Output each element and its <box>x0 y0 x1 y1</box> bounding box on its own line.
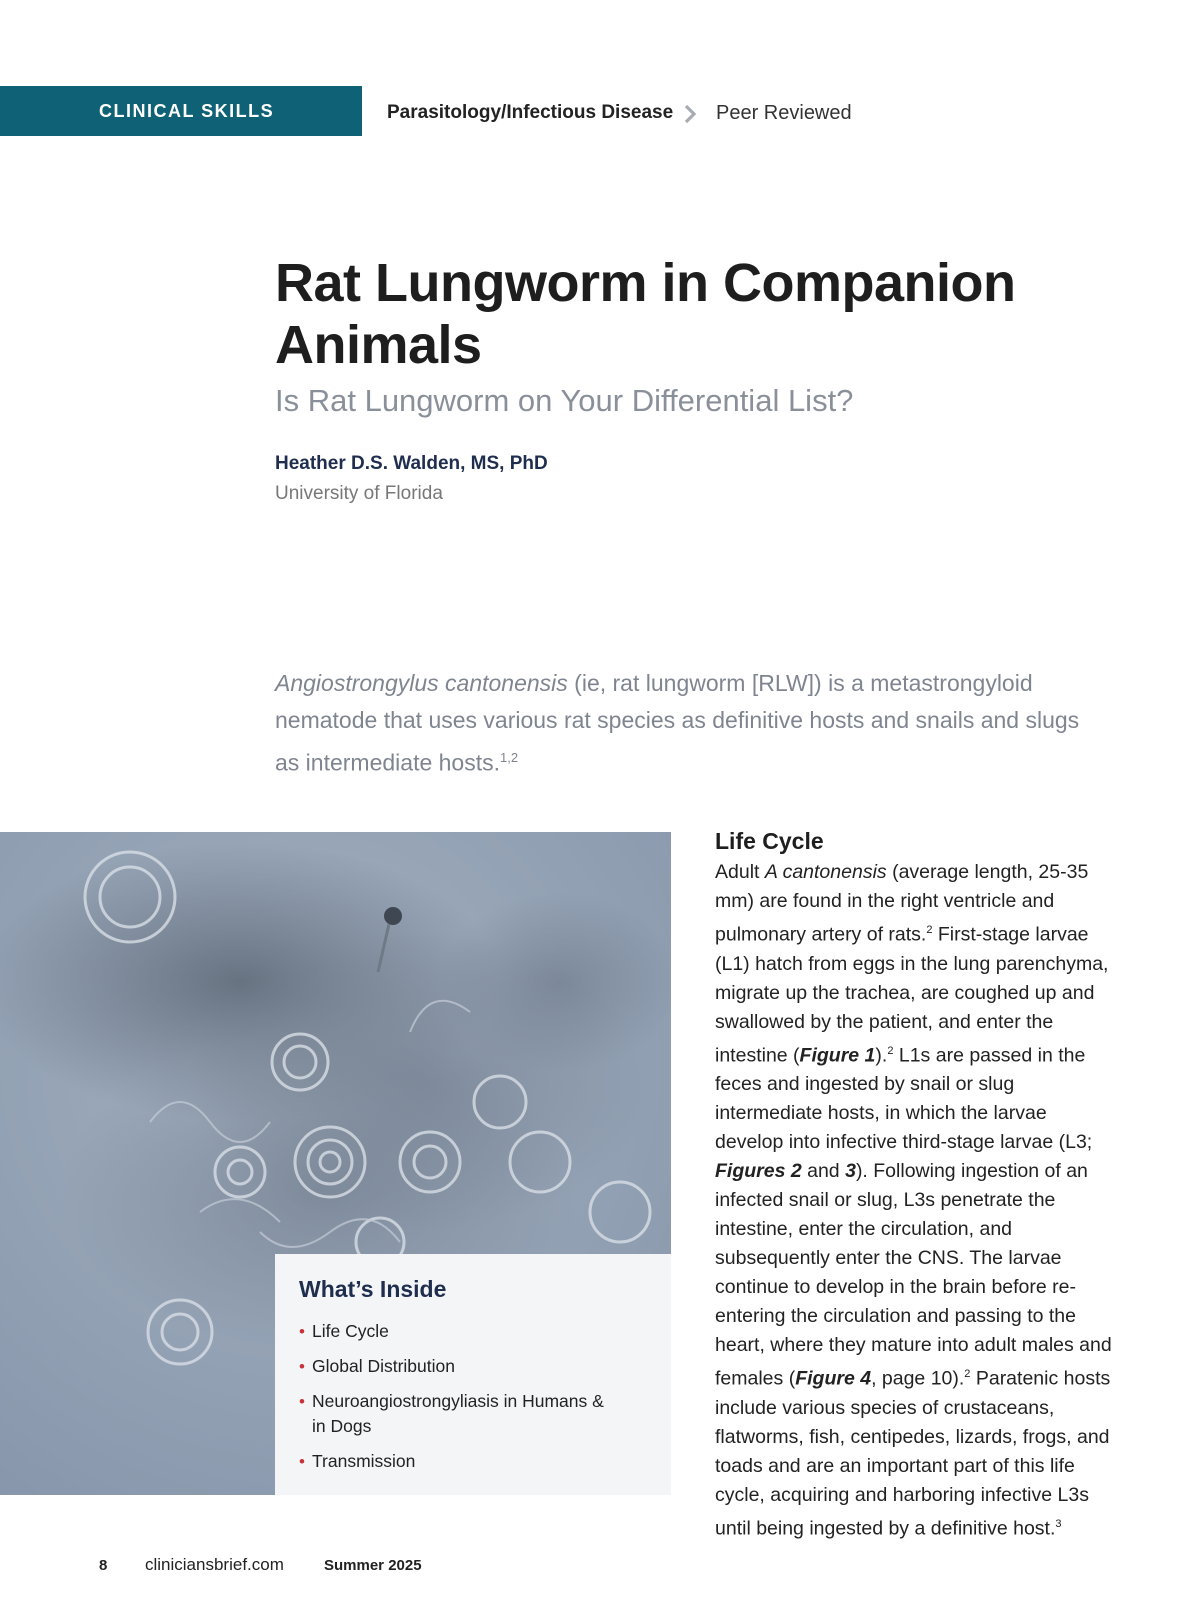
list-item[interactable]: • Global Distribution <box>299 1354 612 1379</box>
site-link[interactable]: cliniciansbrief.com <box>145 1555 284 1574</box>
author-affiliation: University of Florida <box>275 483 443 504</box>
section-tag: CLINICAL SKILLS <box>0 86 362 136</box>
author-name: Heather D.S. Walden, MS, PhD <box>275 453 548 474</box>
figure-1-ref[interactable]: Figure 1 <box>799 1044 876 1066</box>
list-item[interactable]: • Neuroangiostrongyliasis in Humans & in Dogs <box>299 1391 604 1436</box>
life-cycle-paragraph: Adult A cantonensis (average length, 25-35 mm) are found in the right ventricle and pulmonary artery of rats.$^2$ First-stage larvae (L1) hatch from eggs in the lung parenchyma, migrate up the trachea, are coughed up and swallowed by the patient, and enter the intestine (Figure 1).$^2$ L1s are passed in the feces and ingested by snail or slug intermediate hosts, in which the larvae develop into infective third-stage larvae (L3; Figures 2 and 3). Following ingestion of an infected snail or slug, L3s penetrate the intestine, enter the circulation, and subsequently enter the CNS. The larvae continue to develop in the brain before re-entering the circulation and passing to the heart, where they mature into adult males and females (Figure 4, page 10).$^2$ Paratenic hosts include various species of crustaceans, flatworms, fish, centipedes, lizards, frogs, and toads and are an important part of this life cycle, acquiring and harboring infective L3s until being ingested by a definitive host.$^3$ <box>715 861 1112 1539</box>
page-number: 8 <box>99 1557 108 1574</box>
bullet-icon: • <box>299 1392 305 1411</box>
figure-4-ref[interactable]: Figure 4 <box>795 1367 872 1390</box>
life-cycle-heading: Life Cycle <box>715 828 824 854</box>
lead-refs: 1,2 <box>500 750 519 765</box>
whats-inside-box <box>275 1254 671 1495</box>
bullet-icon: • <box>299 1357 305 1376</box>
lead-species: Angiostrongylus cantonensis <box>275 670 568 696</box>
category-label[interactable]: Parasitology/Infectious Disease <box>387 102 674 123</box>
article-title: Rat Lungworm in Companion Animals <box>275 253 1016 375</box>
review-status: Peer Reviewed <box>716 102 852 124</box>
bullet-icon: • <box>299 1322 305 1341</box>
list-item[interactable]: • Transmission <box>299 1449 612 1474</box>
lead-paragraph <box>275 665 1105 782</box>
chevron-right-icon <box>682 103 698 125</box>
whats-inside-heading: What’s Inside <box>299 1276 447 1302</box>
figure-2-ref[interactable]: Figures 2 <box>715 1160 802 1182</box>
list-item[interactable]: • Life Cycle <box>299 1319 612 1344</box>
figure-3-ref[interactable]: 3 <box>845 1160 856 1182</box>
bullet-icon: • <box>299 1452 305 1471</box>
issue-label: Summer 2025 <box>324 1557 422 1574</box>
lead-text: (ie, rat lungworm [RLW]) is a metastrongyloid nematode that uses various rat species as definitive hosts and snails and slugs as intermediate hosts. <box>275 670 1080 776</box>
article-subtitle: Is Rat Lungworm on Your Differential List? <box>275 383 854 418</box>
whats-inside-list <box>299 1319 647 1474</box>
